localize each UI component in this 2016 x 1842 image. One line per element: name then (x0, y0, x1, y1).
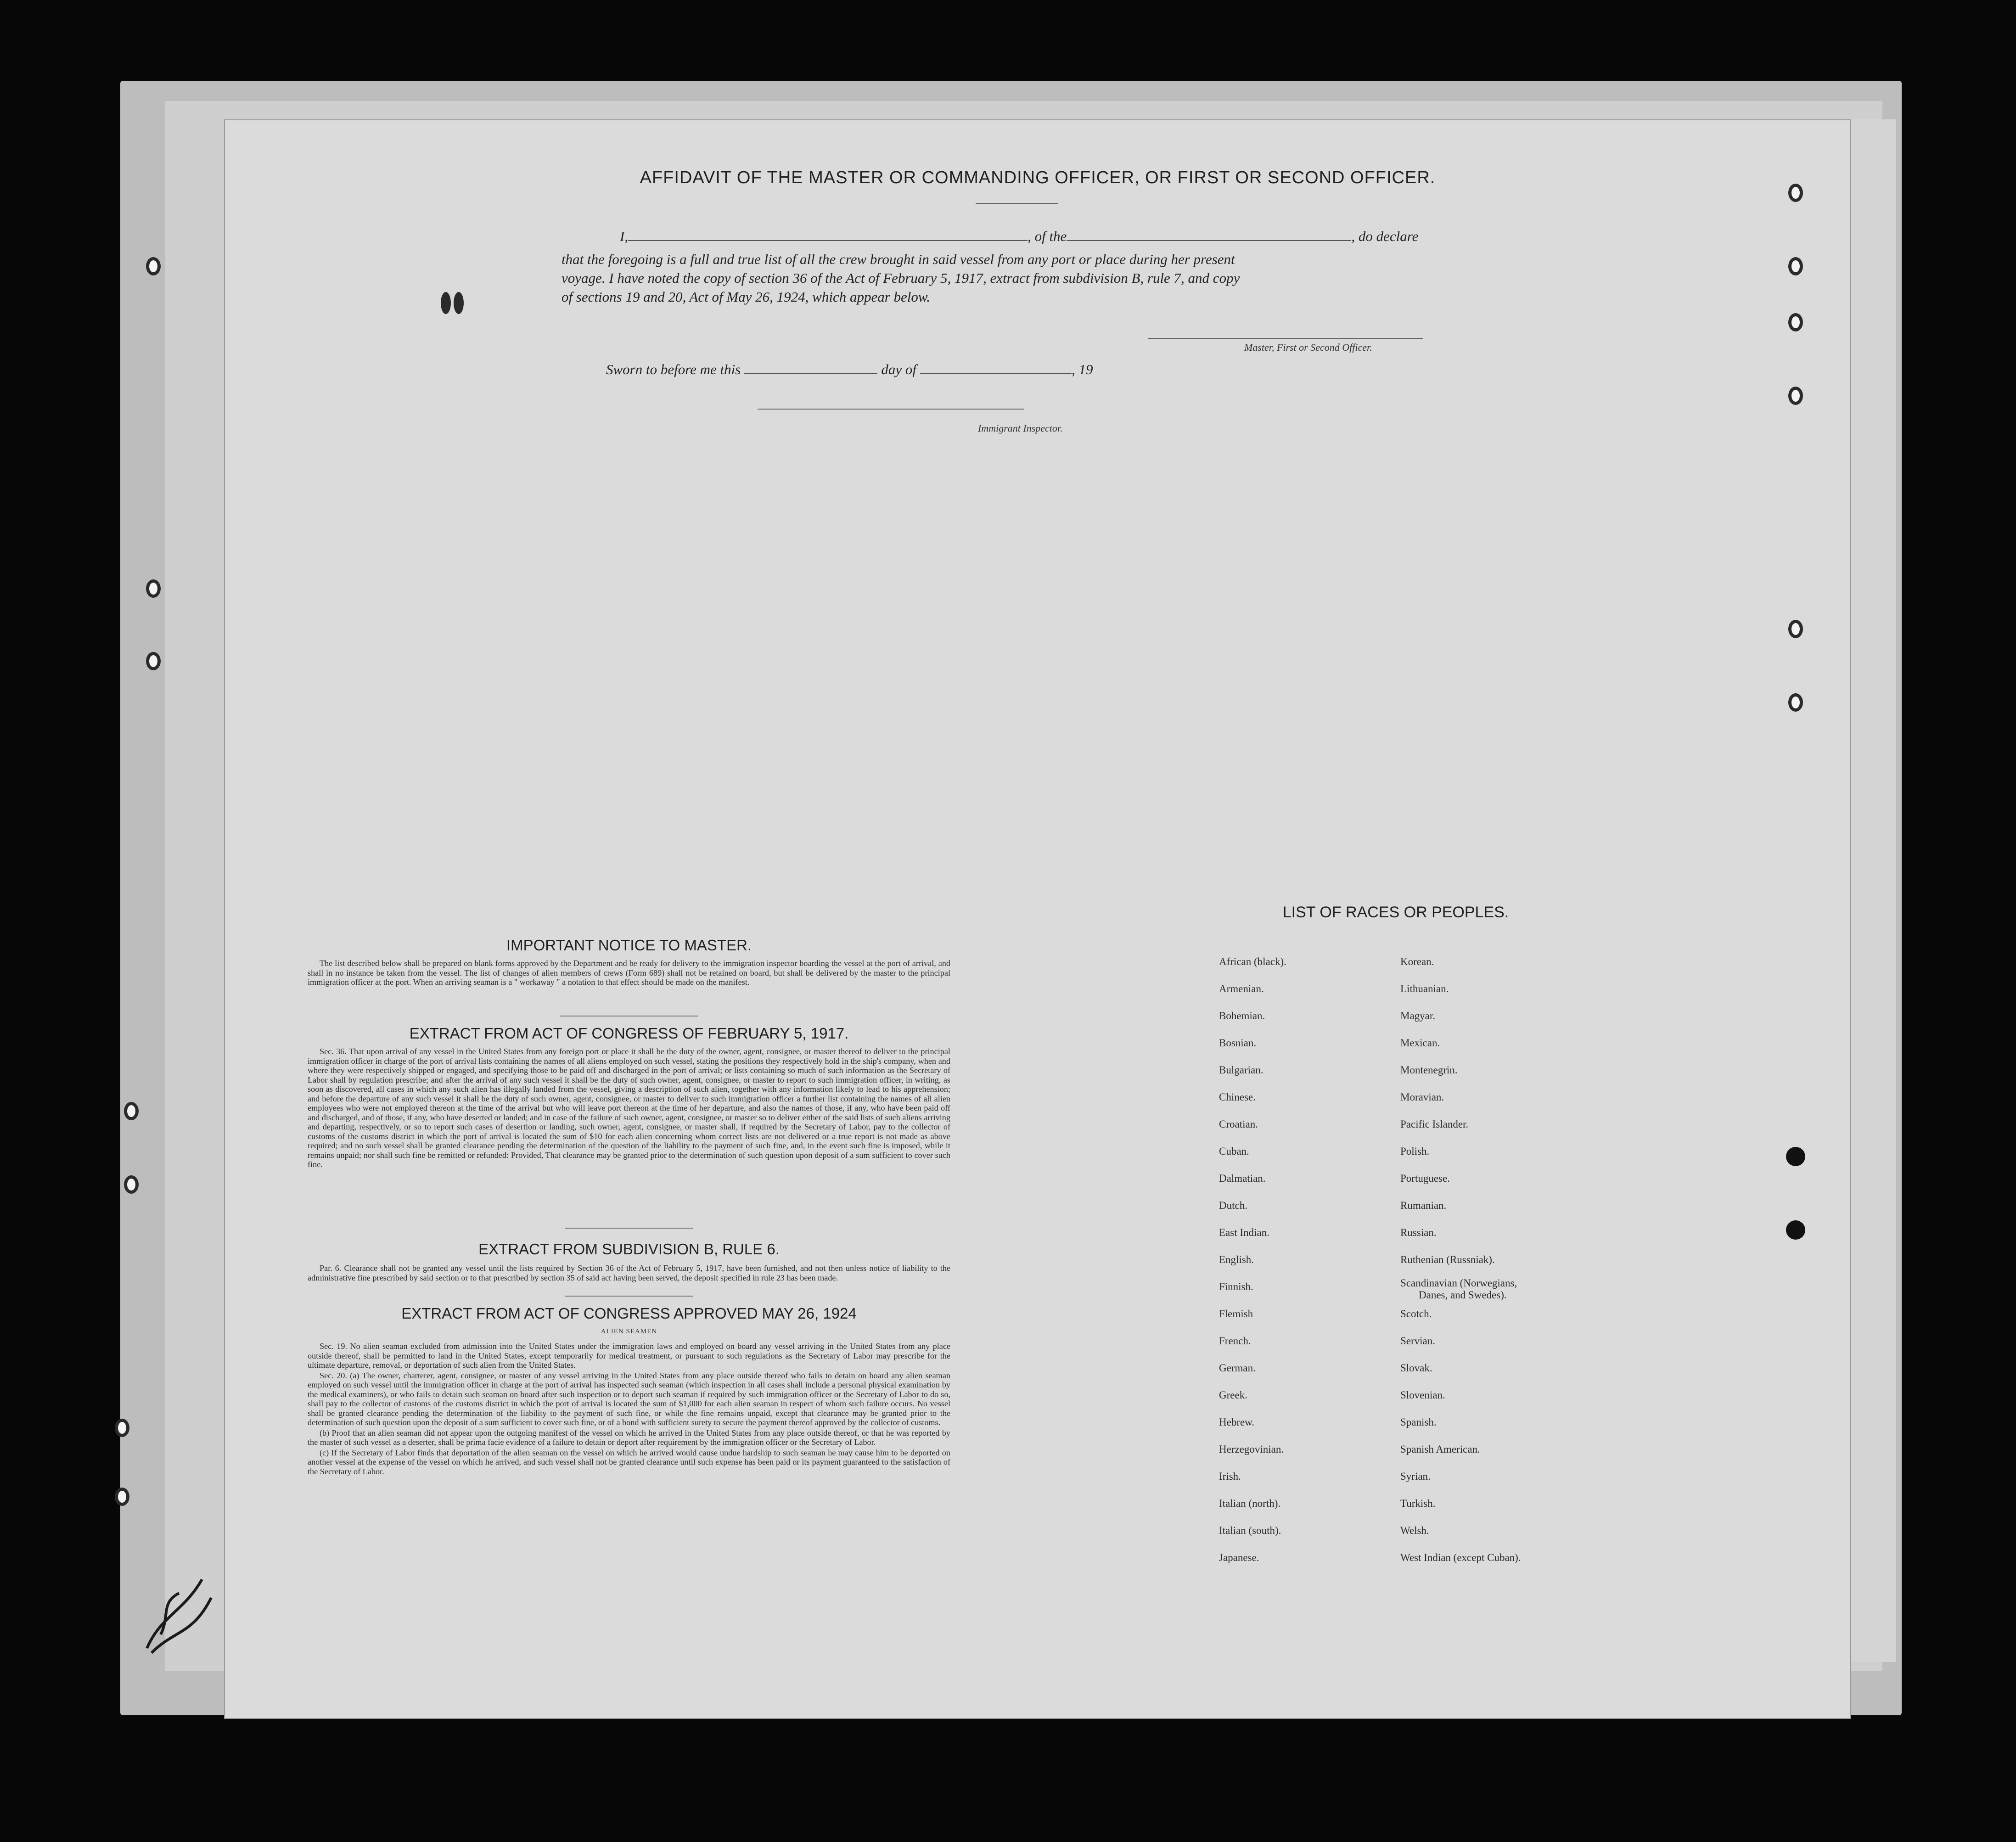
bleed-row (776, 477, 1993, 492)
title-underline (976, 203, 1058, 204)
race-item: Finnish. (1219, 1281, 1253, 1292)
section-20c-paragraph: (c) If the Secretary of Labor finds that deportation of the alien seaman on the vessel on which he arrived would cause undue hardship to such seaman he may cause him to be deported on another vessel at the expense of the vessel on which he arrived, and such vessel shall not be granted clearance until such expense has been paid or its payment guaranteed to the satisfaction of the Secretary of Labor. (308, 1448, 950, 1476)
sworn-month-blank (920, 373, 1072, 374)
sworn-year: , 19 (1071, 361, 1093, 377)
sworn-prefix: Sworn to before me this (606, 361, 741, 377)
notice-title: IMPORTANT NOTICE TO MASTER. (506, 937, 752, 954)
race-item: Scandinavian (Norwegians, (1400, 1277, 1517, 1289)
race-item: East Indian. (1219, 1227, 1269, 1238)
notice-text (308, 959, 950, 988)
affidavit-line-3: voyage. I have noted the copy of section 36 of the Act of February 5, 1917, extract from subdivision B, rule 7, and copy (562, 270, 1240, 286)
inspector-caption: Immigrant Inspector. (978, 422, 1063, 434)
binder-hole (1788, 387, 1803, 405)
race-item: Rumanian. (1400, 1200, 1447, 1211)
affidavit-title: AFFIDAVIT OF THE MASTER OR COMMANDING OFFICER, OR FIRST OR SECOND OFFICER. (640, 168, 1436, 187)
race-item: Servian. (1400, 1335, 1436, 1347)
section-20b-paragraph: (b) Proof that an alien seaman did not appear upon the outgoing manifest of the vessel on which he arrived in the United States from any place outside thereof, or that he was reported by the master of such vessel as a deserter, shall be prima facie evidence of a failure to detain or deport after requirement by the immigration officer or the Secretary of Labor. (308, 1428, 950, 1447)
rule-6-text (308, 1264, 950, 1283)
binder-hole (115, 1488, 129, 1506)
bleed-row (776, 444, 1993, 460)
binder-hole (1788, 620, 1803, 638)
sworn-line (606, 361, 1093, 378)
section-36-paragraph: Sec. 36. That upon arrival of any vessel in the United States from any foreign port or place it shall be the duty of the owner, agent, consignee, or master thereof to deliver to the principal immigration officer in charge of the port of arrival lists containing the names of all aliens employed on such vessel, stating the positions they respectively hold in the ship's company, when and where they were respectively shipped or engaged, and specifying those to be paid off and discharged in the port of arrival; or lists containing so much of such information as the Secretary of Labor shall by regulation prescribe; and after the arrival of any such vessel it shall be the duty of such owner, agent, consignee, or master to report to such immigration officer, in writing, as soon as discovered, all cases in which any such alien has illegally landed from the vessel, giving a description of such alien, together with any information likely to lead to his apprehension; and before the departure of any such vessel it shall be the duty of such owner, agent, consignee, or master to deliver to such immigration officer a further list containing the names of all alien employees who were not employed thereon at the time of the arrival but who will leave port thereon at the time of her departure, and also the names of those, if any, who have been paid off and discharged, and of those, if any, who have deserted or landed; and in case of the failure of such owner, agent, consignee, or master so to deliver either of the said lists of such aliens arriving and departing, respectively, or so to report such cases of desertion or landing, such owner, agent, consignee, or master shall, if required by the Secretary of Labor, pay to the collector of customs of the customs district in which the port of arrival is located the sum of $10 for each alien concerning whom correct lists are not delivered or a true report is not made as above required; and no such vessel shall be granted clearance pending the determination of the question of the liability to the payment of such fine, and, in the event such fine is imposed, while it remains unpaid; nor shall such fine be remitted or refunded: Provided, That clearance may be granted prior to the determination of such question upon deposit of a sum sufficient to cover such fine. (308, 1047, 950, 1169)
separator (565, 1228, 693, 1229)
bleed-row (776, 575, 1993, 590)
sworn-day: day of (881, 361, 916, 377)
race-item: West Indian (except Cuban). (1400, 1552, 1521, 1563)
race-item: Ruthenian (Russniak). (1400, 1254, 1495, 1265)
race-item: Slovenian. (1400, 1389, 1445, 1401)
act-1917-title: EXTRACT FROM ACT OF CONGRESS OF FEBRUARY 5, 1917. (409, 1025, 849, 1042)
affidavit-of-the: , of the (1028, 228, 1067, 244)
binder-hole (1786, 1220, 1805, 1240)
race-item: Italian (north). (1219, 1498, 1281, 1509)
bleed-row (776, 607, 1993, 623)
sworn-date-blank (744, 373, 877, 374)
race-item: Pacific Islander. (1400, 1118, 1469, 1130)
bleed-row (776, 708, 1993, 724)
affidavit-line-1 (620, 228, 1418, 245)
binder-hole (146, 652, 161, 670)
race-item: English. (1219, 1254, 1254, 1265)
separator (565, 1296, 693, 1297)
act-1924-text (308, 1342, 950, 1477)
race-item: Syrian. (1400, 1471, 1431, 1482)
vessel-blank (1067, 240, 1351, 241)
bleed-row (776, 774, 1993, 790)
ink-mark (441, 292, 451, 314)
master-signature-caption: Master, First or Second Officer. (1244, 342, 1372, 353)
race-item: Flemish (1219, 1308, 1253, 1320)
affidavit-declare: , do declare (1351, 228, 1419, 244)
races-title: LIST OF RACES OR PEOPLES. (1282, 904, 1509, 921)
act-1917-text (308, 1047, 950, 1170)
race-item: Korean. (1400, 956, 1434, 967)
race-item: Croatian. (1219, 1118, 1258, 1130)
race-item: Moravian. (1400, 1091, 1444, 1103)
race-item: Welsh. (1400, 1525, 1429, 1536)
race-item: Turkish. (1400, 1498, 1436, 1509)
bleed-row (776, 741, 1993, 757)
affidavit-page (225, 120, 1850, 1718)
bleed-row (776, 542, 1993, 557)
race-item: Cuban. (1219, 1146, 1249, 1157)
race-item: Italian (south). (1219, 1525, 1281, 1536)
section-19-paragraph: Sec. 19. No alien seaman excluded from admission into the United States under the immigration laws and employed on board any vessel arriving in the United States from any place outside thereof, shall be permitted to land in the United States, except temporarily for medical treatment, or pursuant to such regulations as the Secretary of Labor may prescribe for the ultimate departure, removal, or deportation of such alien from the United States. (308, 1342, 950, 1370)
race-item: Magyar. (1400, 1010, 1436, 1022)
name-blank (628, 240, 1028, 241)
bleed-row (776, 675, 1993, 691)
section-20a-paragraph: Sec. 20. (a) The owner, charterer, agent, consignee, or master of any vessel arriving in the United States from any place outside thereof who fails to detain on board any alien seaman employed on such vessel until the immigration officer in charge at the port of arrival has inspected such seaman (which inspection in all cases shall include a personal physical examination by the medical examiners), or who fails to detain such seaman on board after such inspection or to deport such seaman if required by such immigration officer or the Secretary of Labor to do so, shall pay to the collector of customs of the customs district in which the port of arrival is located the sum of $1,000 for each alien seaman in respect of whom such failure occurs. No vessel shall be granted clearance pending the determination of the liability to the payment of such fine, or while the fine remains unpaid, except that clearance may be granted prior to the determination of such question upon the deposit of a sum sufficient to cover such fine, or of a bond with sufficient surety to secure the payment thereof approved by the collector of customs. (308, 1370, 950, 1427)
race-item: Armenian. (1219, 983, 1264, 994)
race-item: African (black). (1219, 956, 1286, 967)
race-item: German. (1219, 1362, 1256, 1374)
race-item: Spanish. (1400, 1416, 1437, 1428)
inspector-signature-line (758, 409, 1024, 410)
race-item: Bohemian. (1219, 1010, 1265, 1022)
binder-hole (124, 1175, 139, 1194)
race-item-continuation: Danes, and Swedes). (1419, 1289, 1507, 1301)
binder-hole (1788, 693, 1803, 712)
bleed-row (776, 840, 1993, 856)
race-item: Bosnian. (1219, 1037, 1257, 1049)
bleed-row (776, 641, 1993, 657)
race-item: Spanish American. (1400, 1443, 1480, 1455)
race-item: French. (1219, 1335, 1251, 1347)
race-item: Japanese. (1219, 1552, 1259, 1563)
race-item: Russian. (1400, 1227, 1437, 1238)
alien-seamen-subtitle: ALIEN SEAMEN (601, 1328, 657, 1335)
affidavit-line-4: of sections 19 and 20, Act of May 26, 1924, which appear below. (562, 289, 931, 305)
race-item: Hebrew. (1219, 1416, 1255, 1428)
ink-mark (454, 292, 464, 314)
affidavit-line-2: that the foregoing is a full and true list of all the crew brought in said vessel from any port or place during her present (562, 251, 1235, 267)
binder-hole (1788, 184, 1803, 202)
race-item: Herzegovinian. (1219, 1443, 1284, 1455)
race-item: Montenegrin. (1400, 1064, 1458, 1076)
act-1924-title: EXTRACT FROM ACT OF CONGRESS APPROVED MAY 26, 1924 (401, 1305, 857, 1322)
race-item: Slovak. (1400, 1362, 1432, 1374)
binder-hole (115, 1419, 129, 1437)
binder-hole (146, 579, 161, 598)
binding-string-icon (133, 1561, 225, 1662)
race-item: Greek. (1219, 1389, 1247, 1401)
race-item: Chinese. (1219, 1091, 1256, 1103)
binder-hole (1788, 313, 1803, 331)
binder-hole (1786, 1147, 1805, 1166)
paragraph-6: Par. 6. Clearance shall not be granted any vessel until the lists required by Section 36 of the Act of February 5, 1917, have been furnished, and not then unless notice of liability to the administrative fine prescribed by said section or to that prescribed by section 35 of said act having been served, the deposit specified in rule 23 has been made. (308, 1264, 950, 1282)
race-item: Lithuanian. (1400, 983, 1449, 994)
binder-hole (124, 1102, 139, 1120)
notice-paragraph: The list described below shall be prepared on blank forms approved by the Department and be ready for delivery to the immigration inspector boarding the vessel at the port of arrival, and shall in no instance be taken from the vessel. The list of changes of alien members of crews (Form 689) shall not be retained on board, but shall be delivered by the master to the principal immigration officer at the port. When an arriving seaman is a " workaway " a notation to that effect should be made on the manifest. (308, 959, 950, 987)
race-item: Mexican. (1400, 1037, 1440, 1049)
race-item: Scotch. (1400, 1308, 1432, 1320)
master-signature-line (1148, 338, 1423, 339)
binder-hole (1788, 257, 1803, 275)
bleed-row (776, 807, 1993, 823)
race-item: Polish. (1400, 1146, 1430, 1157)
rule-6-title: EXTRACT FROM SUBDIVISION B, RULE 6. (478, 1241, 780, 1258)
race-item: Irish. (1219, 1471, 1241, 1482)
bleed-row (776, 510, 1993, 525)
binder-hole (146, 257, 161, 275)
race-item: Portuguese. (1400, 1173, 1450, 1184)
race-item: Dutch. (1219, 1200, 1247, 1211)
affidavit-i: I, (620, 228, 629, 244)
race-item: Dalmatian. (1219, 1173, 1266, 1184)
race-item: Bulgarian. (1219, 1064, 1264, 1076)
